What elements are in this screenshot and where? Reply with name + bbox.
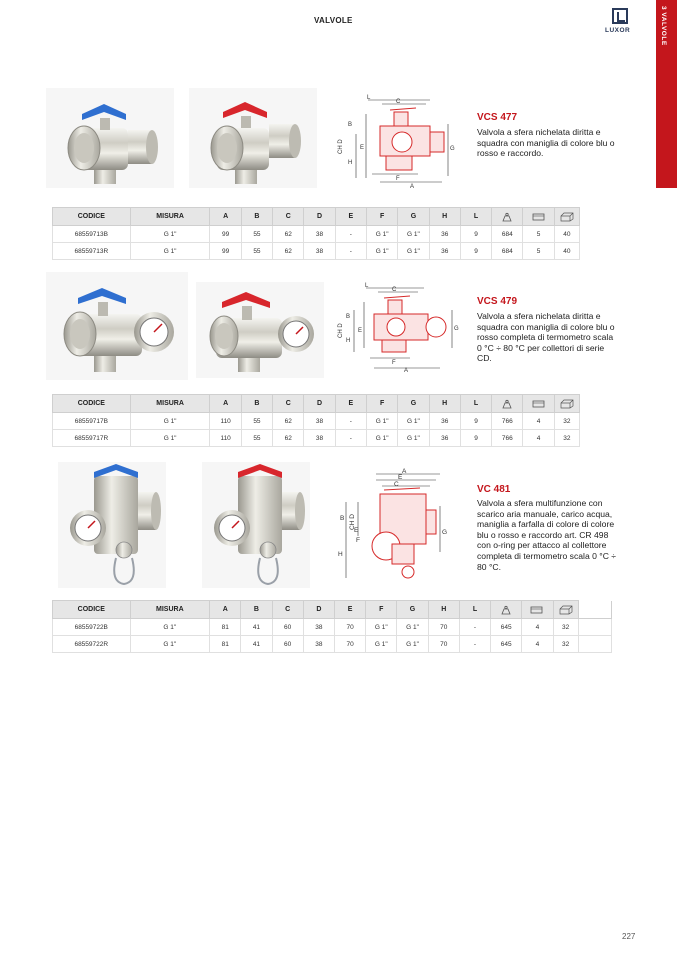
table-cell: 9: [460, 430, 491, 447]
svg-text:E: E: [358, 328, 363, 334]
technical-drawing-vcs477: [330, 94, 460, 190]
table-cell: 4: [523, 413, 554, 430]
multifunction-valve-blue-photo: [58, 462, 166, 588]
column-header: C: [273, 395, 304, 413]
valve-thermometer-blue-photo: [46, 272, 188, 380]
table-cell: 38: [304, 226, 335, 243]
table-cell: 766: [492, 413, 523, 430]
table-cell: G 1": [366, 636, 397, 653]
empty-cell: [578, 636, 611, 653]
table-cell: 60: [272, 636, 303, 653]
table-cell: 62: [273, 243, 304, 260]
svg-text:L: L: [367, 95, 371, 101]
column-header: H: [428, 601, 459, 619]
table-cell: 38: [304, 243, 335, 260]
column-header: F: [366, 601, 397, 619]
table-cell: 99: [210, 243, 241, 260]
table-cell: 55: [241, 430, 272, 447]
valve-blue-photo: [46, 88, 174, 188]
table-cell: 62: [273, 226, 304, 243]
table-row: [53, 636, 612, 653]
table-cell: G 1": [398, 226, 429, 243]
table-cell: G 1": [130, 636, 210, 653]
spec-table: [52, 207, 580, 260]
table-cell: 68559722R: [53, 636, 131, 653]
table-cell: 70: [428, 619, 459, 636]
table-cell: 110: [210, 413, 241, 430]
table-row: [53, 226, 580, 243]
table-cell: -: [335, 413, 366, 430]
table-row: [53, 619, 612, 636]
table-cell: G 1": [130, 430, 210, 447]
svg-text:G: G: [450, 146, 455, 152]
column-header: CODICE: [53, 208, 131, 226]
svg-text:C: C: [396, 99, 401, 105]
table-cell: 41: [241, 636, 272, 653]
table-cell: 5: [523, 226, 554, 243]
column-header: E: [335, 208, 366, 226]
table-cell: 81: [210, 636, 241, 653]
column-header: MISURA: [130, 208, 210, 226]
svg-text:G: G: [454, 326, 459, 332]
weight-icon: [491, 601, 522, 619]
column-header: A: [210, 601, 241, 619]
product-title: VCS 479: [477, 296, 518, 307]
svg-text:CH D: CH D: [338, 139, 344, 154]
table-row: [53, 243, 580, 260]
table-cell: 68559717B: [53, 413, 131, 430]
column-header: L: [459, 601, 490, 619]
table-cell: 70: [428, 636, 459, 653]
column-header: B: [241, 395, 272, 413]
table-cell: G 1": [398, 413, 429, 430]
table-cell: -: [459, 636, 490, 653]
table-cell: 38: [304, 430, 335, 447]
column-header: A: [210, 395, 241, 413]
brand-name: LUXOR: [605, 27, 631, 34]
table-cell: 9: [460, 243, 491, 260]
table-cell: 9: [460, 413, 491, 430]
table-cell: 40: [554, 243, 579, 260]
column-header: H: [429, 395, 460, 413]
svg-text:B: B: [348, 122, 353, 128]
column-header: B: [241, 208, 272, 226]
table-header-row: [53, 601, 612, 619]
product-description: Valvola a sfera multifunzione con scarico aria manuale, carico acqua, maniglia a farfalla di colore di colore blu o rosso e raccordo art. CR 498 con o-ring per attacco al collettore completa di termometro scala 0 °C ÷ 80 °C.: [477, 498, 617, 572]
table-cell: 684: [492, 243, 523, 260]
table-cell: 684: [492, 226, 523, 243]
table-header-row: [53, 208, 580, 226]
column-header: G: [398, 395, 429, 413]
package-icon: [553, 601, 578, 619]
table-cell: 55: [241, 243, 272, 260]
empty-cell: [578, 619, 611, 636]
svg-text:A: A: [402, 468, 407, 475]
table-cell: 110: [210, 430, 241, 447]
table-cell: G 1": [397, 636, 428, 653]
table-cell: 99: [210, 226, 241, 243]
table-row: [53, 430, 580, 447]
column-header: B: [241, 601, 272, 619]
table-cell: G 1": [130, 619, 210, 636]
table-cell: G 1": [130, 226, 210, 243]
table-cell: 68559717R: [53, 430, 131, 447]
table-cell: 4: [522, 619, 553, 636]
table-cell: G 1": [366, 619, 397, 636]
table-cell: 766: [492, 430, 523, 447]
svg-text:A: A: [404, 368, 409, 374]
svg-text:F: F: [356, 537, 360, 544]
svg-text:G: G: [442, 529, 448, 536]
svg-text:A: A: [410, 184, 415, 190]
table-cell: 62: [273, 430, 304, 447]
column-header: F: [366, 395, 397, 413]
svg-text:F: F: [396, 176, 400, 182]
svg-text:CH D: CH D: [349, 514, 356, 530]
column-header: F: [366, 208, 397, 226]
table-cell: G 1": [366, 430, 397, 447]
valve-red-photo: [189, 88, 317, 188]
spec-table: [52, 394, 580, 447]
svg-text:C: C: [394, 481, 399, 488]
svg-text:H: H: [348, 160, 353, 166]
svg-text:CH D: CH D: [338, 323, 344, 338]
svg-text:H: H: [338, 551, 343, 558]
column-header: MISURA: [130, 601, 210, 619]
logo-mark-icon: [612, 8, 628, 24]
column-header: D: [304, 395, 335, 413]
table-cell: G 1": [366, 243, 397, 260]
table-cell: -: [335, 243, 366, 260]
svg-text:E: E: [360, 145, 365, 151]
table-cell: 55: [241, 226, 272, 243]
table-cell: 38: [304, 413, 335, 430]
page-number: 227: [622, 932, 636, 941]
table-cell: -: [459, 619, 490, 636]
table-cell: 70: [334, 619, 365, 636]
column-header: D: [303, 601, 334, 619]
svg-text:B: B: [346, 314, 351, 320]
column-header: MISURA: [130, 395, 210, 413]
table-cell: G 1": [130, 243, 210, 260]
table-cell: 60: [272, 619, 303, 636]
table-cell: 36: [429, 243, 460, 260]
column-header: L: [460, 208, 491, 226]
table-cell: G 1": [398, 243, 429, 260]
table-cell: G 1": [398, 430, 429, 447]
column-header: C: [273, 208, 304, 226]
technical-drawing-vc481: [336, 466, 460, 582]
table-cell: G 1": [130, 413, 210, 430]
table-cell: 32: [554, 430, 579, 447]
table-cell: 32: [553, 619, 578, 636]
box-icon: [522, 601, 553, 619]
table-row: [53, 413, 580, 430]
column-header: G: [398, 208, 429, 226]
column-header: D: [304, 208, 335, 226]
table-cell: 62: [273, 413, 304, 430]
column-header: CODICE: [53, 395, 131, 413]
column-header: C: [272, 601, 303, 619]
table-cell: 40: [554, 226, 579, 243]
table-cell: 4: [522, 636, 553, 653]
spec-table: [52, 600, 612, 653]
table-cell: 32: [553, 636, 578, 653]
product-description: Valvola a sfera nichelata diritta e squadra con maniglia di colore blu o rosso e raccordo.: [477, 127, 615, 159]
column-header: E: [334, 601, 365, 619]
table-cell: 70: [334, 636, 365, 653]
column-header: CODICE: [53, 601, 131, 619]
column-header: E: [335, 395, 366, 413]
column-header: A: [210, 208, 241, 226]
table-cell: 5: [523, 243, 554, 260]
product-description: Valvola a sfera nichelata diritta e squadra con maniglia di colore blu o rosso completa di termometro scala 0 °C ÷ 80 °C per collettori di serie CD.: [477, 311, 615, 364]
svg-text:B: B: [340, 515, 345, 522]
table-cell: 81: [210, 619, 241, 636]
table-cell: 38: [303, 636, 334, 653]
table-cell: 68559722B: [53, 619, 131, 636]
section-title: VALVOLE: [314, 16, 353, 25]
table-cell: 645: [491, 619, 522, 636]
table-cell: 41: [241, 619, 272, 636]
product-title: VC 481: [477, 484, 511, 495]
column-header: L: [460, 395, 491, 413]
brand-logo: [605, 8, 639, 36]
table-cell: 9: [460, 226, 491, 243]
table-cell: -: [335, 430, 366, 447]
table-cell: 68559713R: [53, 243, 131, 260]
table-cell: G 1": [397, 619, 428, 636]
table-cell: 36: [429, 413, 460, 430]
weight-icon: [492, 208, 523, 226]
table-cell: 645: [491, 636, 522, 653]
table-cell: 4: [523, 430, 554, 447]
package-icon: [554, 395, 579, 413]
package-icon: [554, 208, 579, 226]
box-icon: [523, 208, 554, 226]
table-cell: 68559713B: [53, 226, 131, 243]
svg-text:C: C: [392, 287, 397, 293]
column-header: H: [429, 208, 460, 226]
table-cell: 55: [241, 413, 272, 430]
empty-header-cell: [578, 601, 611, 619]
svg-text:F: F: [392, 360, 396, 366]
table-cell: 38: [303, 619, 334, 636]
table-cell: G 1": [366, 226, 397, 243]
table-header-row: [53, 395, 580, 413]
table-cell: 36: [429, 226, 460, 243]
weight-icon: [492, 395, 523, 413]
box-icon: [523, 395, 554, 413]
svg-text:E: E: [398, 474, 403, 481]
table-cell: G 1": [366, 413, 397, 430]
product-title: VCS 477: [477, 112, 518, 123]
column-header: G: [397, 601, 428, 619]
table-cell: 32: [554, 413, 579, 430]
svg-text:L: L: [365, 283, 369, 289]
table-cell: 36: [429, 430, 460, 447]
multifunction-valve-red-photo: [202, 462, 310, 588]
side-tab-label: 3 VALVOLE: [660, 6, 667, 46]
svg-text:E: E: [354, 527, 359, 534]
table-cell: -: [335, 226, 366, 243]
svg-text:H: H: [346, 338, 351, 344]
technical-drawing-vcs479: [330, 282, 466, 374]
valve-thermometer-red-photo: [196, 282, 324, 378]
